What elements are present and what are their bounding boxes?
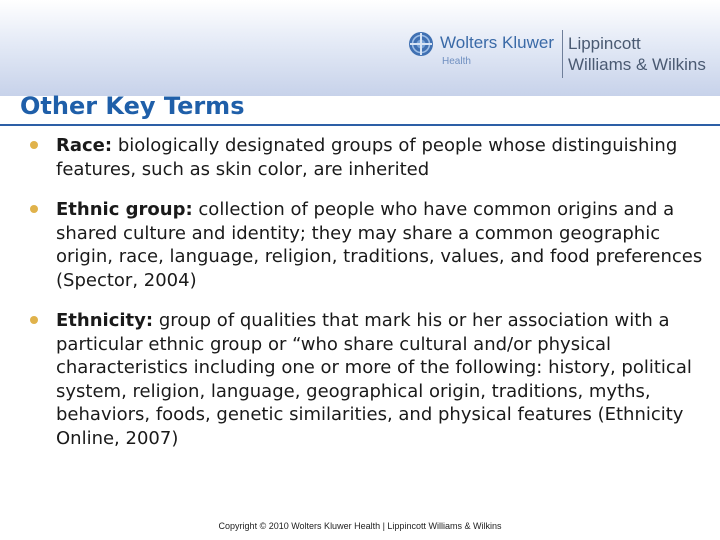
bullet-dot-icon: [30, 141, 38, 149]
slide-title: Other Key Terms: [20, 92, 245, 120]
logo-divider: [562, 30, 563, 78]
bullet-item-race: [30, 134, 706, 181]
company-division: Health: [442, 56, 471, 67]
bullet-dot-icon: [30, 316, 38, 324]
term-definition: biologically designated groups of people whose distinguishing features, such as skin color, are inherited: [56, 135, 678, 180]
term-definition: group of qualities that mark his or her association with a particular ethnic group or “who share cultural and/or physical characteristics including one or more of the following: history, political system, religion, language, geographical origin, traditions, myths, behaviors, foods, genetic similarities, and physical features (Ethnicity Online, 2007): [56, 310, 692, 449]
term-label: Ethnicity:: [56, 310, 154, 331]
bullet-item-ethnicity: [30, 309, 706, 450]
imprint-name-line2: Williams & Wilkins: [568, 55, 706, 74]
term-label: Race:: [56, 135, 113, 156]
title-divider: [0, 124, 720, 126]
company-name: Wolters Kluwer: [440, 33, 554, 52]
term-definition: collection of people who have common origins and a shared culture and identity; they may share a common geographic origin, race, language, religion, traditions, values, and food preferences (Spector, 2004): [56, 199, 703, 291]
bullet-item-ethnic-group: [30, 198, 706, 292]
copyright-footer: Copyright © 2010 Wolters Kluwer Health | Lippincott Williams & Wilkins: [218, 521, 502, 531]
bullet-dot-icon: [30, 205, 38, 213]
imprint-name-line1: Lippincott: [568, 34, 641, 53]
term-label: Ethnic group:: [56, 199, 193, 220]
bullet-list: [30, 134, 706, 467]
globe-icon: [408, 31, 434, 57]
